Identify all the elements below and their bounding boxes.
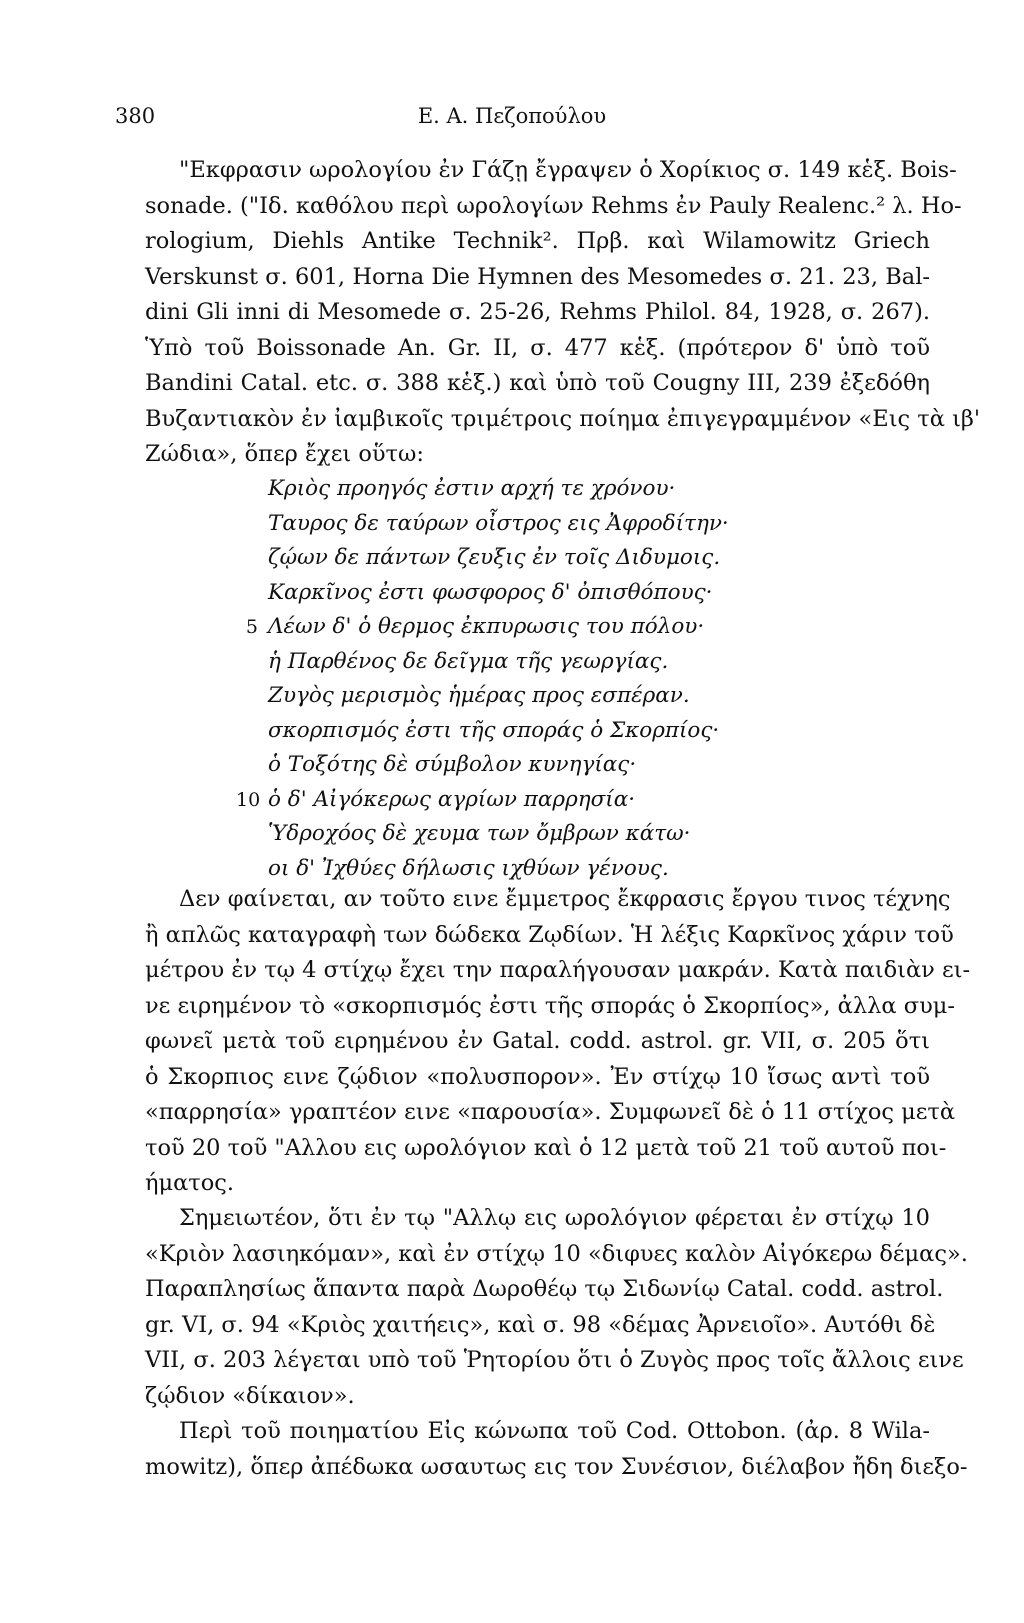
text-line: mowitz), ὅπερ ἀπέδωκα ωσαυτως εις τον Συνέσιον, διέλαβον ἤδη διεξο- [145, 1453, 968, 1480]
poem-verse [268, 576, 729, 611]
poem-verse [245, 610, 729, 645]
text-line: ζῴδιον «δίκαιον». [145, 1382, 355, 1409]
paragraph-notes [145, 1201, 968, 1414]
text-line: VII, σ. 203 λέγεται υπὸ τοῦ Ῥητορίου ὅτι ὁ Ζυγὸς προς τοῖς ἄλλοις εινε [145, 1347, 964, 1373]
text-line: φωνεῖ μετὰ τοῦ ειρημένου ἐν Gatal. codd. astrol. gr. VII, σ. 205 ὅτι [145, 1028, 930, 1054]
text-line: "Εκφρασιν ωρολογίου ἐν Γάζῃ ἔγραψεν ὁ Χορίκιος σ. 149 κἑξ. Bois- [179, 157, 957, 183]
text-line: sonade. ("Ιδ. καθόλου περὶ ωρολογίων Rehms ἐν Pauly Realenc.² λ. Ho- [145, 192, 962, 219]
verse-text: Καρκῖνος ἐστι φωσφορος δ' ὀπισθόπους· [268, 579, 713, 605]
running-title: Ε. Α. Πεζοπούλου [417, 104, 607, 128]
text-line: Παραπλησίως ἅπαντα παρὰ Δωροθέῳ τῳ Σιδωνίῳ Catal. codd. astrol. [145, 1276, 944, 1302]
text-line: ἢ απλῶς καταγραφὴ των δώδεκα Ζῳδίων. Ἡ λέξις Καρκῖνος χάριν τοῦ [145, 921, 954, 948]
text-line: ήματος. [145, 1170, 235, 1196]
verse-text: ὁ Τοξότης δὲ σύμβολον κυνηγίας· [268, 752, 637, 777]
text-line: Verskunst σ. 601, Horna Die Hymnen des Mesomedes σ. 21. 23, Bal- [145, 263, 930, 290]
text-line: dini Gli inni di Mesomede σ. 25-26, Rehms Philol. 84, 1928, σ. 267). [145, 299, 930, 325]
verse-number: 10 [236, 788, 261, 811]
verse-text: ὁ δ' Αἰγόκερως αγρίων παρρησία· [268, 786, 636, 812]
paragraph-closing [145, 1414, 968, 1485]
verse-number: 5 [245, 616, 258, 638]
text-line: rologium, Diehls Antike Technik². Πρβ. καὶ Wilamowitz Griech [145, 228, 930, 254]
paragraph-commentary [145, 882, 971, 1202]
poem-verse [268, 541, 729, 576]
poem-verse [268, 714, 729, 749]
poem-verse [268, 507, 729, 542]
text-line: μέτρου ἐν τῳ 4 στίχῳ ἔχει την παραλήγουσαν μακράν. Κατὰ παιδιὰν ει- [145, 957, 971, 983]
poem-verse [268, 817, 729, 852]
text-line: τοῦ 20 τοῦ "Αλλου εις ωρολόγιον καὶ ὁ 12 μετὰ τοῦ 21 τοῦ αυτοῦ ποι- [145, 1134, 947, 1161]
zodiac-poem [236, 472, 729, 886]
verse-text: Ζυγὸς μερισμὸς ἡμέρας προς εσπέραν. [268, 683, 690, 708]
text-line: Σημειωτέον, ὅτι ἐν τῳ "Αλλῳ εις ωρολόγιον φέρεται ἐν στίχῳ 10 [179, 1205, 930, 1231]
verse-text: ἡ Παρθένος δε δεῖγμα τῆς γεωργίας. [268, 648, 669, 674]
poem-verse [268, 679, 729, 714]
text-line: Βυζαντιακὸν ἐν ἰαμβικοῖς τριμέτροις ποίημα ἐπιγεγραμμένον «Εις τὰ ιβ' [145, 405, 981, 432]
verse-text: ζῴων δε πάντων ζευξις ἐν τοῖς Διδυμοις. [268, 545, 721, 570]
paragraph-intro [145, 153, 981, 473]
poem-verse [236, 783, 729, 818]
verse-text: Κριὸς προηγός ἐστιν αρχή τε χρόνου· [268, 476, 676, 501]
text-line: Περὶ τοῦ ποιηματίου Εἰς κώνωπα τοῦ Cod. Ottobon. (ἀρ. 8 Wila- [179, 1418, 930, 1444]
text-line: Ὑπὸ τοῦ Boissonade An. Gr. II, σ. 477 κἑξ. (πρότερον δ' ὑπὸ τοῦ [145, 334, 930, 361]
verse-text: Ταυρος δε ταύρων οἶστρος εις Ἀφροδίτην· [268, 510, 729, 536]
verse-text: οι δ' Ἰχθύες δήλωσις ιχθύων γένους. [268, 855, 669, 881]
text-line: Bandini Catal. etc. σ. 388 κἑξ.) καὶ ὑπὸ τοῦ Cougny III, 239 ἐξεδόθη [145, 370, 930, 396]
text-line: gr. VI, σ. 94 «Κριὸς χαιτήεις», καὶ σ. 98 «δέμας Ἀρνειοῖο». Αυτόθι δὲ [145, 1311, 936, 1338]
text-line: Ζώδια», ὅπερ ἔχει οὕτω: [145, 441, 424, 467]
text-line: Δεν φαίνεται, αν τοῦτο εινε ἔμμετρος ἔκφρασις ἔργου τινος τέχνης [179, 886, 951, 912]
verse-text: Ὑδροχόος δὲ χευμα των ὄμβρων κάτω· [268, 821, 691, 846]
verse-text: σκορπισμός ἐστι τῆς σποράς ὁ Σκορπίος· [268, 717, 720, 743]
verse-text: Λέων δ' ὁ θερμος ἐκπυρωσις του πόλου· [268, 614, 705, 639]
poem-verse [268, 645, 729, 680]
poem-verse [268, 472, 729, 507]
text-line: «παρρησία» γραπτέον εινε «παρουσία». Συμφωνεῖ δὲ ὁ 11 στίχος μετὰ [145, 1099, 956, 1125]
poem-verse [268, 852, 729, 887]
text-line: νε ειρημένον τὸ «σκορπισμός ἐστι τῆς σποράς ὁ Σκορπίος», ἀλλα συμ- [145, 992, 955, 1019]
text-line: ὁ Σκορπιος εινε ζῴδιον «πολυσπορον». Ἐν στίχῳ 10 ἴσως αντὶ τοῦ [145, 1063, 930, 1090]
text-line: «Κριὸν λασιηκόμαν», καὶ ἐν στίχῳ 10 «διφυες καλὸν Αἰγόκερω δέμας». [145, 1240, 968, 1267]
poem-verse [268, 748, 729, 783]
page-number: 380 [115, 104, 156, 128]
